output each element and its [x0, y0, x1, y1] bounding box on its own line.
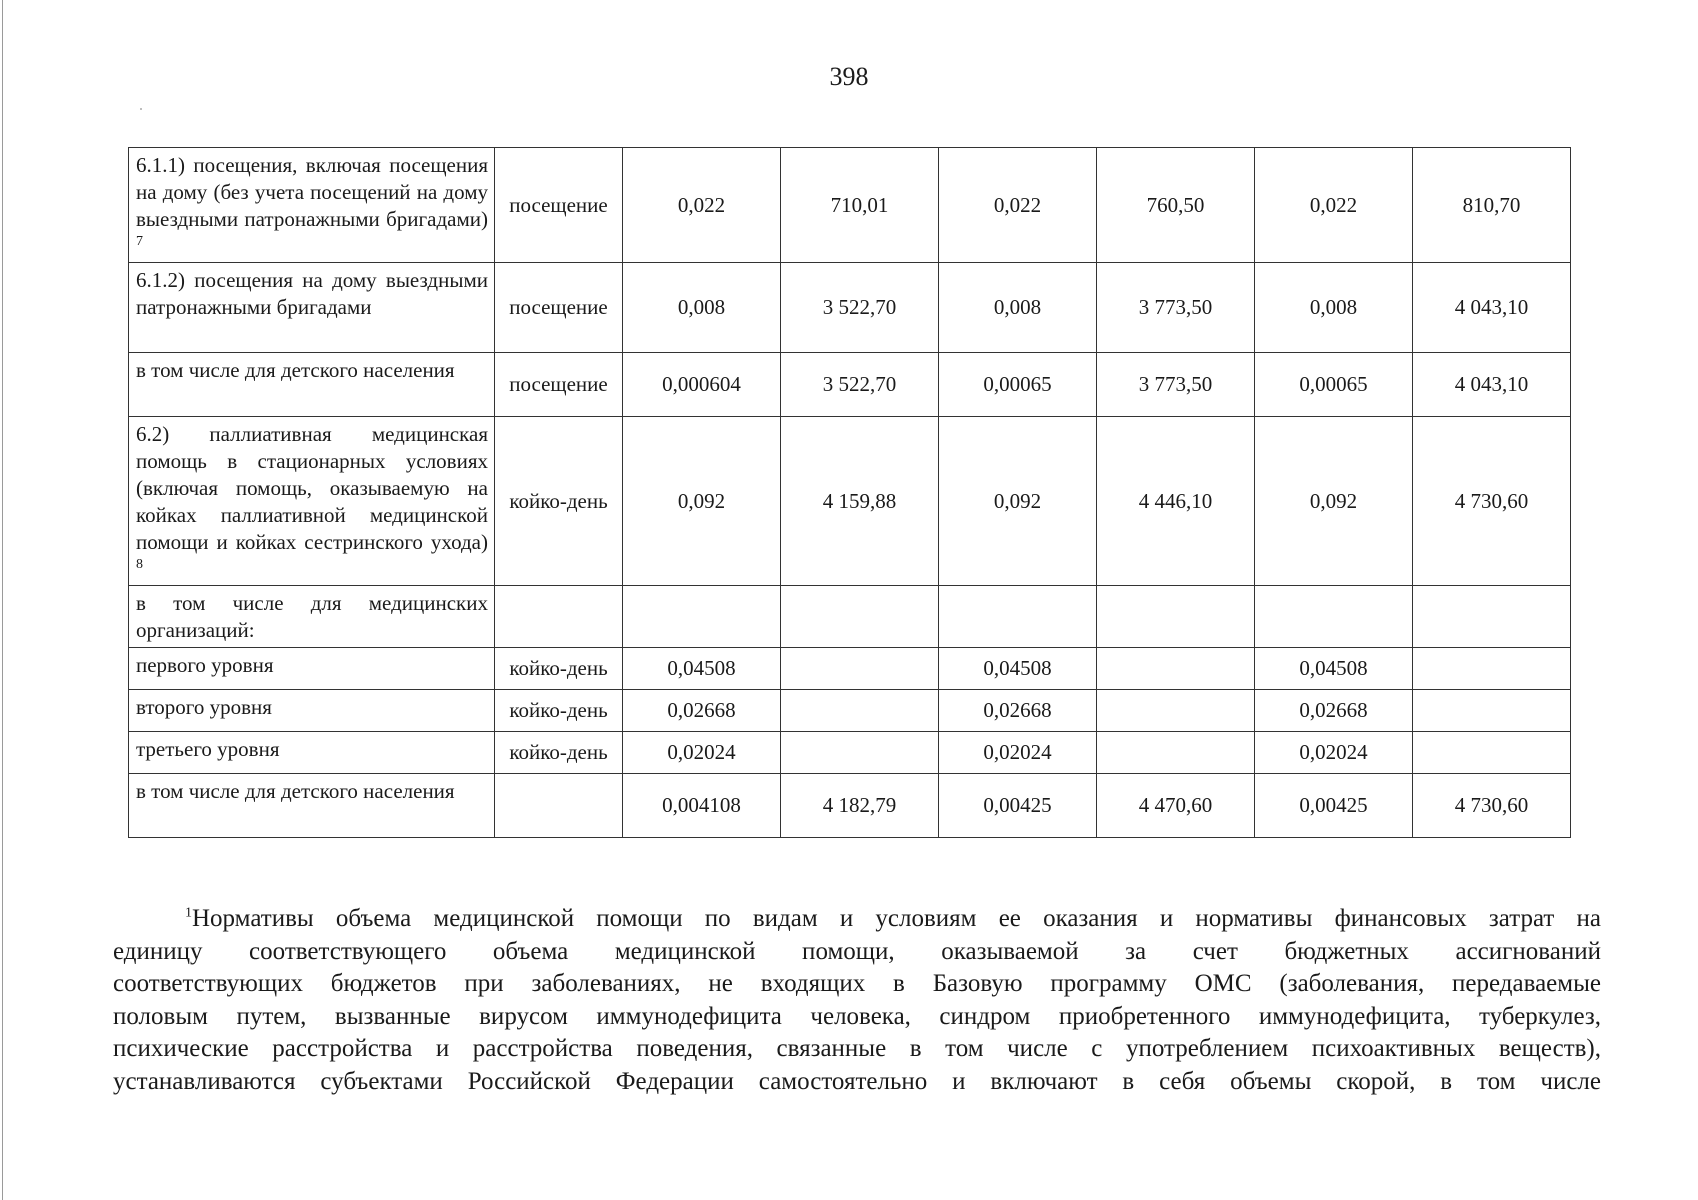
norms-table-body — [129, 148, 1571, 838]
row-label: в том числе для детского населения — [129, 353, 495, 417]
row-label: 6.1.1) посещения, включая посещения на дому (без учета посещений на дому выездными патронажными бригадами) $^7$ — [129, 148, 495, 263]
value-cell — [781, 648, 939, 690]
row-label: первого уровня — [129, 648, 495, 690]
value-cell: 4 470,60 — [1097, 774, 1255, 838]
footnote-line: половым путем, вызванные вирусом иммунодефицита человека, синдром приобретенного иммунодефицита, туберкулез, — [113, 1002, 1601, 1030]
value-cell: 3 522,70 — [781, 263, 939, 353]
value-cell: 0,092 — [1255, 417, 1413, 586]
value-cell — [781, 586, 939, 648]
table-row — [129, 353, 1571, 417]
value-cell — [781, 732, 939, 774]
row-label: второго уровня — [129, 690, 495, 732]
value-cell — [1413, 732, 1571, 774]
page-number: 398 — [829, 62, 869, 91]
value-cell: 4 446,10 — [1097, 417, 1255, 586]
value-cell: 0,02024 — [939, 732, 1097, 774]
value-cell — [1413, 586, 1571, 648]
value-cell: 0,004108 — [623, 774, 781, 838]
value-cell: 0,04508 — [623, 648, 781, 690]
row-unit: койко-день — [495, 417, 623, 586]
row-label: в том числе для медицинских организаций: — [129, 586, 495, 648]
row-unit: койко-день — [495, 732, 623, 774]
value-cell: 0,02024 — [1255, 732, 1413, 774]
value-cell — [1097, 732, 1255, 774]
value-cell: 810,70 — [1413, 148, 1571, 263]
value-cell: 0,02668 — [623, 690, 781, 732]
table-row — [129, 690, 1571, 732]
value-cell — [1097, 586, 1255, 648]
row-label: 6.2) паллиативная медицинская помощь в стационарных условиях (включая помощь, оказываемую на койках паллиативной медицинской помощи и койках сестринского ухода) $^8$ — [129, 417, 495, 586]
row-label: третьего уровня — [129, 732, 495, 774]
row-unit: посещение — [495, 353, 623, 417]
footnote-line: $^1$Нормативы объема медицинской помощи по видам и условиям ее оказания и нормативы финансовых затрат на — [185, 905, 1601, 932]
row-unit: койко-день — [495, 690, 623, 732]
table-row — [129, 648, 1571, 690]
value-cell: 4 182,79 — [781, 774, 939, 838]
value-cell: 4 159,88 — [781, 417, 939, 586]
scan-speck — [140, 108, 142, 110]
row-unit: посещение — [495, 263, 623, 353]
value-cell: 3 773,50 — [1097, 263, 1255, 353]
row-label: 6.1.2) посещения на дому выездными патронажными бригадами — [129, 263, 495, 353]
value-cell: 3 522,70 — [781, 353, 939, 417]
value-cell — [1413, 690, 1571, 732]
row-unit: посещение — [495, 148, 623, 263]
row-label: в том числе для детского населения — [129, 774, 495, 838]
value-cell: 0,000604 — [623, 353, 781, 417]
table-row — [129, 417, 1571, 586]
table-row — [129, 732, 1571, 774]
table-row — [129, 774, 1571, 838]
table-row — [129, 586, 1571, 648]
value-cell — [939, 586, 1097, 648]
table-row — [129, 148, 1571, 263]
value-cell: 0,008 — [1255, 263, 1413, 353]
value-cell: 4 730,60 — [1413, 417, 1571, 586]
value-cell — [1255, 586, 1413, 648]
value-cell: 3 773,50 — [1097, 353, 1255, 417]
value-cell — [781, 690, 939, 732]
value-cell: 710,01 — [781, 148, 939, 263]
scan-edge-line — [2, 0, 3, 1200]
value-cell: 0,00065 — [939, 353, 1097, 417]
value-cell: 0,00425 — [1255, 774, 1413, 838]
value-cell: 0,092 — [939, 417, 1097, 586]
value-cell: 0,00065 — [1255, 353, 1413, 417]
value-cell — [1413, 648, 1571, 690]
value-cell: 0,008 — [939, 263, 1097, 353]
value-cell: 0,092 — [623, 417, 781, 586]
row-footnote-ref: 8 — [136, 557, 143, 572]
table-row — [129, 263, 1571, 353]
value-cell: 0,02668 — [1255, 690, 1413, 732]
value-cell: 760,50 — [1097, 148, 1255, 263]
row-unit — [495, 586, 623, 648]
value-cell: 0,04508 — [1255, 648, 1413, 690]
value-cell: 0,00425 — [939, 774, 1097, 838]
norms-table — [128, 147, 1571, 838]
row-unit — [495, 774, 623, 838]
row-unit: койко-день — [495, 648, 623, 690]
footnote-line: психические расстройства и расстройства поведения, связанные в том числе с употреблением психоактивных веществ), — [113, 1035, 1601, 1062]
value-cell: 0,008 — [623, 263, 781, 353]
value-cell: 4 043,10 — [1413, 263, 1571, 353]
footnote-line: единицу соответствующего объема медицинской помощи, оказываемой за счет бюджетных ассигнований — [113, 937, 1601, 965]
footnote-marker: 1 — [185, 905, 192, 921]
value-cell — [1097, 648, 1255, 690]
row-footnote-ref: 7 — [136, 234, 143, 249]
value-cell: 0,022 — [939, 148, 1097, 263]
value-cell: 4 730,60 — [1413, 774, 1571, 838]
footnote-line: соответствующих бюджетов при заболеваниях, не входящих в Базовую программу ОМС (заболевания, передаваемые — [113, 970, 1601, 997]
value-cell: 0,022 — [623, 148, 781, 263]
value-cell: 4 043,10 — [1413, 353, 1571, 417]
footnote-line: устанавливаются субъектами Российской Федерации самостоятельно и включают в себя объемы скорой, в том числе — [113, 1067, 1601, 1095]
value-cell: 0,022 — [1255, 148, 1413, 263]
value-cell: 0,04508 — [939, 648, 1097, 690]
footnote — [113, 903, 1601, 1098]
value-cell: 0,02024 — [623, 732, 781, 774]
value-cell: 0,02668 — [939, 690, 1097, 732]
value-cell — [623, 586, 781, 648]
value-cell — [1097, 690, 1255, 732]
